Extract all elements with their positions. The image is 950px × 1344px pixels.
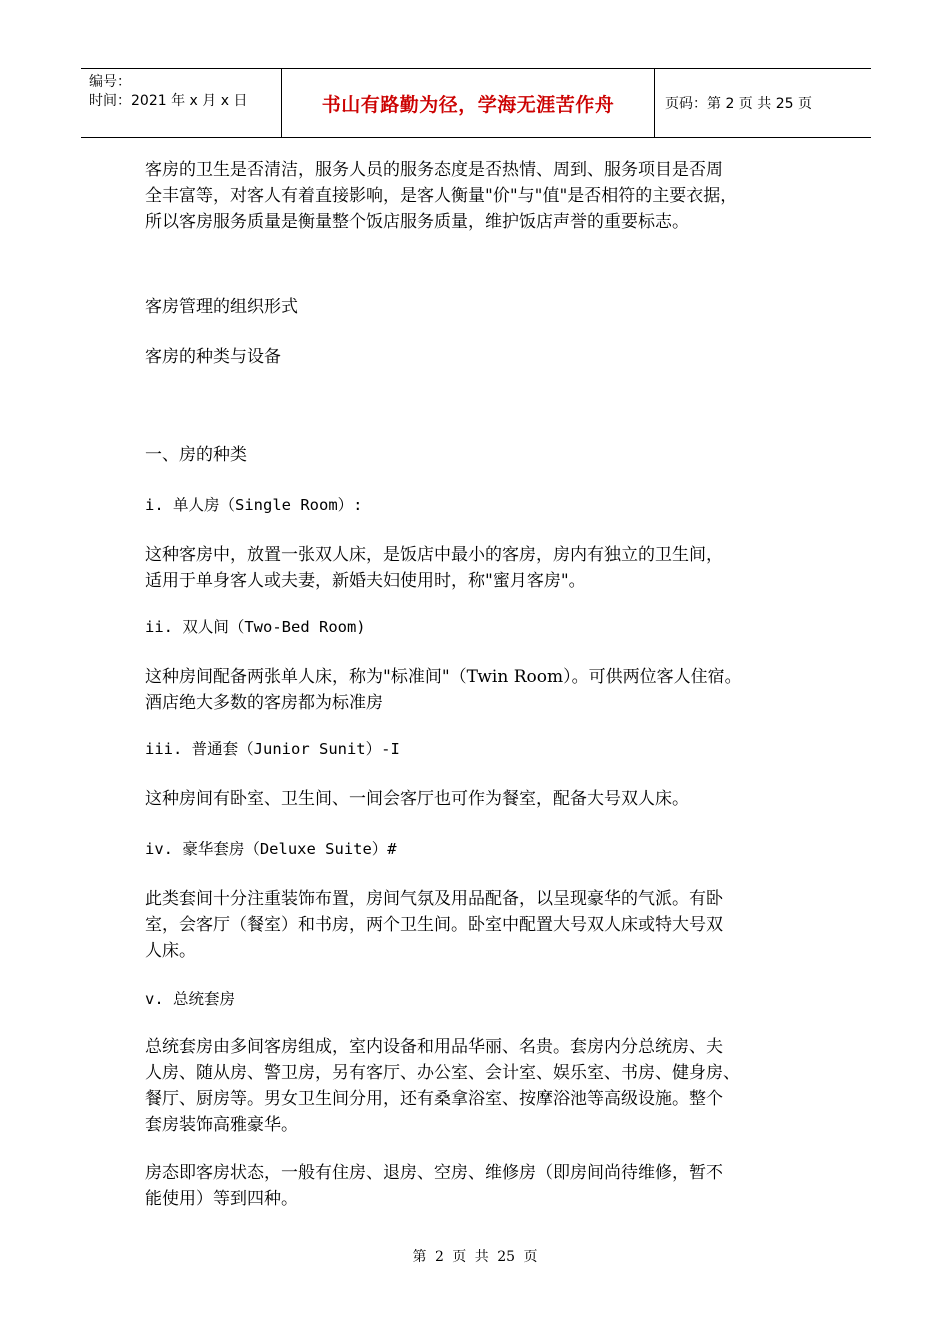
status-paragraph xyxy=(145,1160,815,1212)
paragraph-line: 这种房间配备两张单人床，称为"标准间"（Twin Room）。可供两位客人住宿。 xyxy=(145,667,742,687)
header-motto-cell xyxy=(282,69,655,137)
item-description xyxy=(145,664,815,716)
header-page-cell xyxy=(655,69,871,137)
item-description xyxy=(145,786,815,812)
item-description xyxy=(145,1034,815,1138)
paragraph-line: 餐厅、厨房等。男女卫生间分用，还有桑拿浴室、按摩浴池等高级设施。整个 xyxy=(145,1089,723,1109)
heading-org: 客房管理的组织形式 xyxy=(145,297,298,317)
item-title: i. 单人房（Single Room）: xyxy=(145,496,363,514)
paragraph-line: 所以客房服务质量是衡量整个饭店服务质量，维护饭店声誉的重要标志。 xyxy=(145,212,689,232)
paragraph-line: 此类套间十分注重装饰布置，房间气氛及用品配备，以呈现豪华的气派。有卧 xyxy=(145,889,723,909)
item-title: ii. 双人间（Two-Bed Room) xyxy=(145,618,366,636)
paragraph-line: 这种房间有卧室、卫生间、一间会客厅也可作为餐室，配备大号双人床。 xyxy=(145,789,689,809)
motto: 书山有路勤为径，学海无涯苦作舟 xyxy=(321,93,615,116)
item-title: iii. 普通套（Junior Sunit）-I xyxy=(145,740,400,758)
section-title: 一、房的种类 xyxy=(145,445,247,465)
heading-types-equip: 客房的种类与设备 xyxy=(145,347,281,367)
number-label: 编号： xyxy=(89,74,131,90)
header-meta xyxy=(81,69,282,137)
paragraph-line: 适用于单身客人或夫妻，新婚夫妇使用时，称"蜜月客房"。 xyxy=(145,571,586,591)
item-description xyxy=(145,542,815,594)
paragraph-line: 能使用）等到四种。 xyxy=(145,1189,298,1209)
paragraph-line: 客房的卫生是否清洁，服务人员的服务态度是否热情、周到、服务项目是否周 xyxy=(145,160,723,180)
paragraph-line: 全丰富等，对客人有着直接影响，是客人衡量"价"与"值"是否相符的主要衣据， xyxy=(145,186,738,206)
page-footer: 第 2 页 共 25 页 xyxy=(412,1249,538,1265)
page-label: 页码：第 2 页 共 25 页 xyxy=(665,96,812,112)
document-body xyxy=(145,157,815,1212)
paragraph-line: 人床。 xyxy=(145,941,196,961)
time-label: 时间：2021 年 x 月 x 日 xyxy=(89,93,248,109)
paragraph-line: 房态即客房状态，一般有住房、退房、空房、维修房（即房间尚待维修，暂不 xyxy=(145,1163,723,1183)
item-description xyxy=(145,886,815,964)
item-title: v. 总统套房 xyxy=(145,990,235,1008)
intro-paragraph xyxy=(145,157,815,235)
paragraph-line: 酒店绝大多数的客房都为标准房 xyxy=(145,693,383,713)
paragraph-line: 套房装饰高雅豪华。 xyxy=(145,1115,298,1135)
paragraph-line: 室，会客厅（餐室）和书房，两个卫生间。卧室中配置大号双人床或特大号双 xyxy=(145,915,723,935)
item-title: iv. 豪华套房（Deluxe Suite）# xyxy=(145,840,397,858)
paragraph-line: 总统套房由多间客房组成，室内设备和用品华丽、名贵。套房内分总统房、夫 xyxy=(145,1037,723,1057)
paragraph-line: 这种客房中，放置一张双人床，是饭店中最小的客房，房内有独立的卫生间， xyxy=(145,545,723,565)
paragraph-line: 人房、随从房、警卫房，另有客厅、办公室、会计室、娱乐室、书房、健身房、 xyxy=(145,1063,740,1083)
page-header xyxy=(81,68,871,138)
